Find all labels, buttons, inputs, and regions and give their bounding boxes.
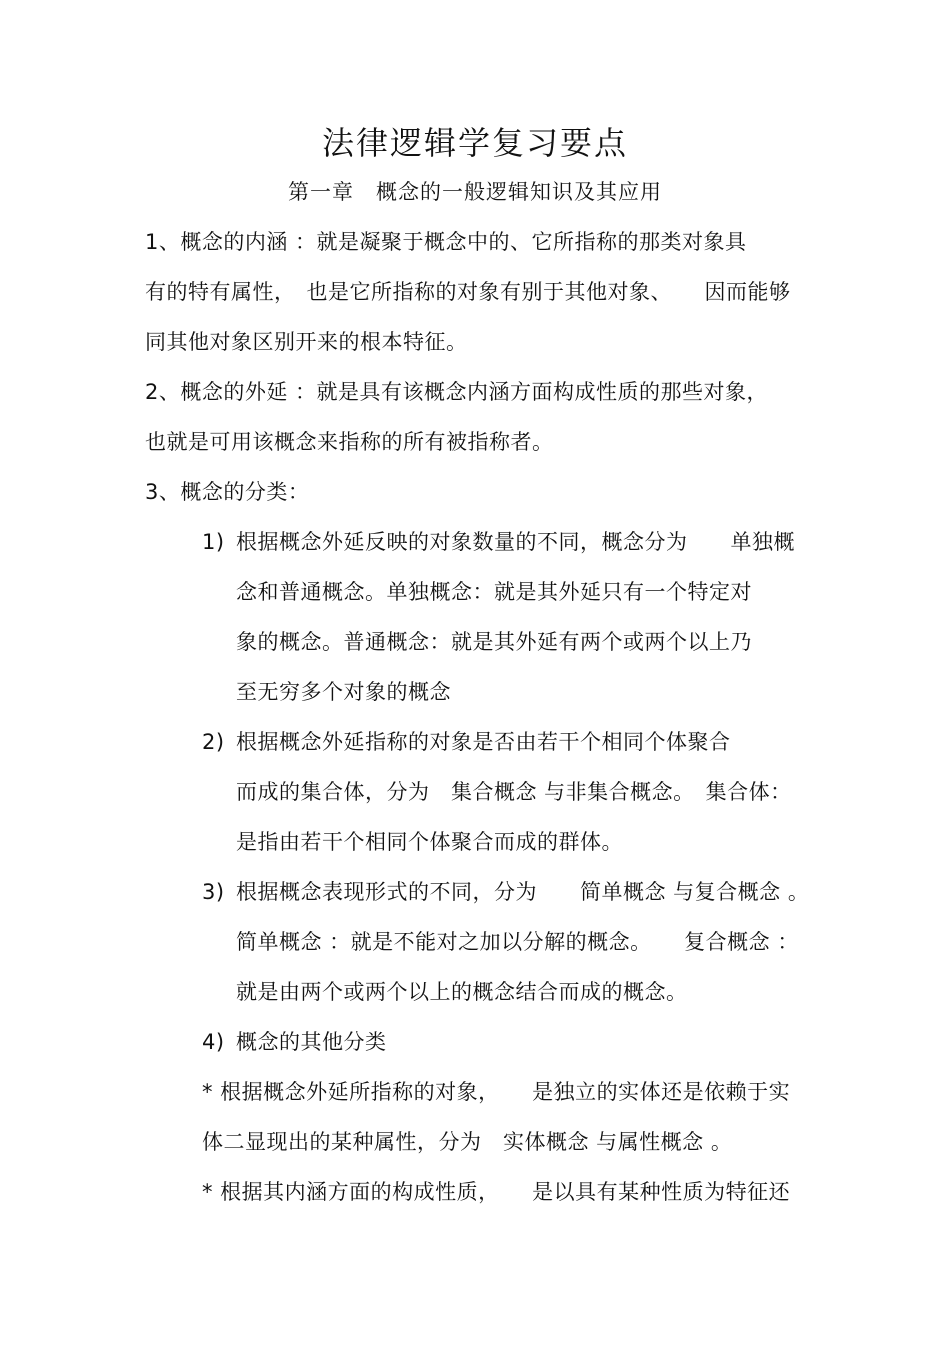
list-item-line: 根据概念外延指称的对象是否由若干个相同个体聚合 (236, 730, 731, 754)
list-item-line: 概念的其他分类 (236, 1030, 387, 1054)
list-item-line: 根据概念表现形式的不同，分为 简单概念 与复合概念 。 (236, 880, 810, 904)
list-item-line: 简单概念 ：就是不能对之加以分解的概念。 复合概念 ： (236, 930, 799, 954)
list-item-line: 是指由若干个相同个体聚合而成的群体。 (236, 830, 623, 854)
list-item-line: 根据概念外延反映的对象数量的不同，概念分为 单独概 (236, 530, 795, 554)
list-number: 3) (202, 880, 225, 904)
list-number: 1) (202, 530, 225, 554)
bullet-line: * 根据概念外延所指称的对象， 是独立的实体还是依赖于实 (202, 1080, 791, 1104)
paragraph-line: 1、概念的内涵 ：就是凝聚于概念中的、它所指称的那类对象具 (145, 230, 747, 254)
paragraph-line: 有的特有属性， 也是它所指称的对象有别于其他对象、 因而能够 (145, 280, 791, 304)
list-number: 4) (202, 1030, 225, 1054)
bullet-line: 体二显现出的某种属性，分为 实体概念 与属性概念 。 (202, 1130, 733, 1154)
list-number: 2) (202, 730, 225, 754)
section-heading: 3、概念的分类： (145, 480, 310, 504)
chapter-heading: 第一章 概念的一般逻辑知识及其应用 (288, 180, 662, 204)
list-item-line: 象的概念。普通概念：就是其外延有两个或两个以上乃 (236, 630, 752, 654)
list-item-line: 念和普通概念。单独概念：就是其外延只有一个特定对 (236, 580, 752, 604)
paragraph-line: 同其他对象区别开来的根本特征。 (145, 330, 468, 354)
document-title: 法律逻辑学复习要点 (321, 124, 628, 162)
paragraph-line: 也就是可用该概念来指称的所有被指称者。 (145, 430, 554, 454)
list-item-line: 而成的集合体，分为 集合概念 与非集合概念。 集合体： (236, 780, 792, 804)
list-item-line: 就是由两个或两个以上的概念结合而成的概念。 (236, 980, 688, 1004)
bullet-line: * 根据其内涵方面的构成性质， 是以具有某种性质为特征还 (202, 1180, 791, 1204)
paragraph-line: 2、概念的外延 ：就是具有该概念内涵方面构成性质的那些对象， (145, 380, 769, 404)
list-item-line: 至无穷多个对象的概念 (236, 680, 451, 704)
